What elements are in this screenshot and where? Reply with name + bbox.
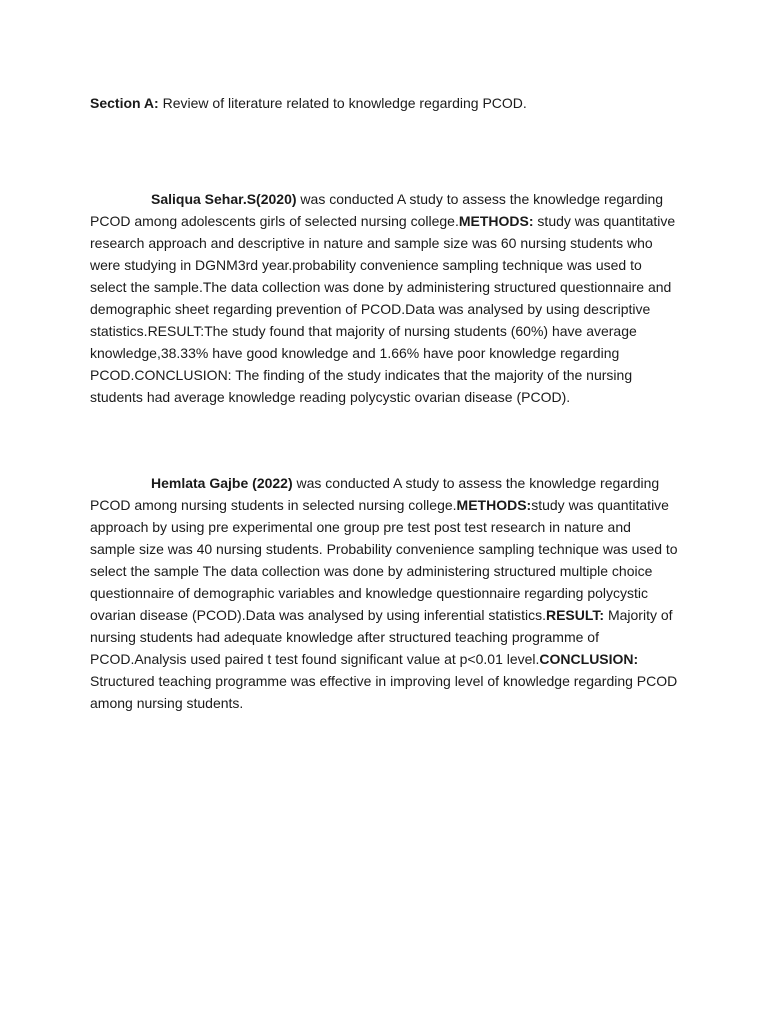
study-2-methods-label: METHODS: [456,497,532,513]
study-paragraph-1 [90,188,678,408]
study-1-methods-label: METHODS: [458,213,534,229]
study-2-conclusion: Structured teaching programme was effective in improving level of knowledge regarding PCOD among nursing students. [90,673,678,711]
study-2-intro: was conducted A study to assess the knowledge regarding PCOD among nursing students in selected nursing college. [90,475,660,513]
study-paragraph-2 [90,472,678,714]
study-1-intro: was conducted A study to assess the knowledge regarding PCOD among adolescents girls of selected nursing college. [90,191,664,229]
study-2-result-label: RESULT: [545,607,605,623]
study-2-methods: study was quantitative approach by using pre experimental one group pre test post test research in nature and sample size was 40 nursing students. Probability convenience sampling technique was used to select the sample The data collection was done by administering structured multiple choice questionnaire of demographic variables and knowledge questionnaire regarding polycystic ovarian disease (PCOD).Data was analysed by using inferential statistics. [90,497,678,623]
study-1-author: Saliqua Sehar.S(2020) [151,191,297,207]
section-label: Section A: [90,95,159,111]
section-title: Review of literature related to knowledge regarding PCOD. [158,95,527,111]
study-1-body: study was quantitative research approach and descriptive in nature and sample size was 60 nursing students who were studying in DGNM3rd year.probability convenience sampling technique was used to select the sample.The data collection was done by administering structured questionnaire and demographic sheet regarding prevention of PCOD.Data was analysed by using descriptive statistics.RESULT:The study found that majority of nursing students (60%) have average knowledge,38.33% have good knowledge and 1.66% have poor knowledge regarding PCOD.CONCLUSION: The finding of the study indicates that the majority of the nursing students had average knowledge reading polycystic ovarian disease (PCOD). [90,213,676,405]
study-2-author: Hemlata Gajbe (2022) [151,475,293,491]
section-heading [90,92,680,114]
study-2-result: Majority of nursing students had adequate knowledge after structured teaching programme of PCOD.Analysis used paired t test found significant value at p<0.01 level. [90,607,673,667]
study-2-conclusion-label: CONCLUSION: [539,651,639,667]
